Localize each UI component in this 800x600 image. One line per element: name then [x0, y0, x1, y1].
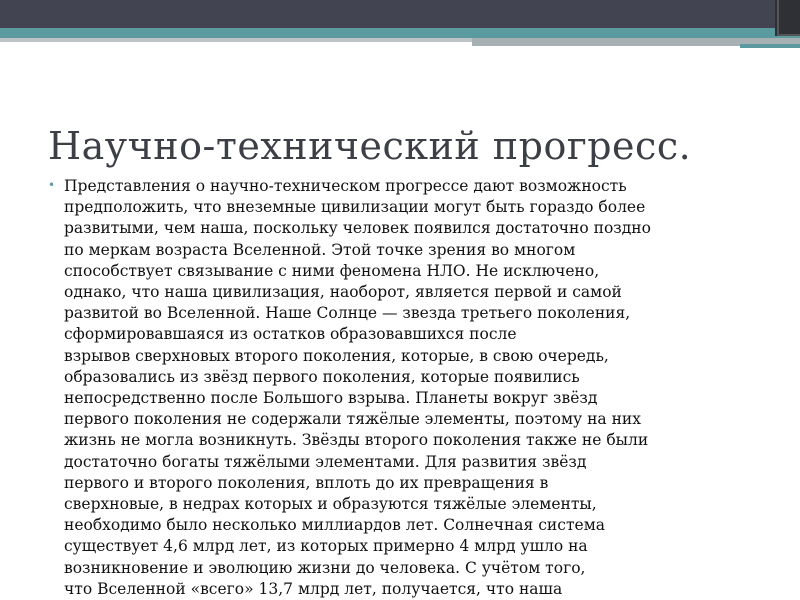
header-accent-gray	[0, 38, 472, 42]
header-band	[0, 0, 800, 28]
bullet-paragraph: Представления о научно-техническом прогрессе дают возможность предположить, что внеземные цивилизации могут быть гораздо более развитыми, чем наша, поскольку человек появился достаточно поздно по меркам возраста Вселенной. Этой точке зрения во многом способствует связывание с ними феномена НЛО. Не исключено, однако, что наша цивилизация, наоборот, является первой и самой развитой во Вселенной. Наше Солнце — звезда третьего поколения, сформировавшаяся из остатков образовавшихся после взрывов сверхновых второго поколения, которые, в свою очередь, образовались из звёзд первого поколения, которые появились непосредственно после Большого взрыва. Планеты вокруг звёзд первого поколения не содержали тяжёлые элементы, поэтому на них жизнь не могла возникнуть. Звёзды второго поколения также не были достаточно богаты тяжёлыми элементами. Для развития звёзд первого и второго поколения, вплоть до их превращения в сверхновые, в недрах которых и образуются тяжёлые элементы, необходимо было несколько миллиардов лет. Солнечная система существует 4,6 млрд лет, из которых примерно 4 млрд ушло на возникновение и эволюцию жизни до человека. С учётом того, что Вселенной «всего» 13,7 млрд лет, получается, что наша	[64, 177, 651, 598]
slide-title: Научно-технический прогресс.	[48, 124, 692, 168]
header-corner-teal	[740, 44, 800, 48]
bullet-icon: •	[48, 178, 56, 192]
header-corner-lines	[777, 0, 800, 36]
header-accent-teal	[0, 28, 800, 38]
slide-content	[48, 176, 764, 600]
